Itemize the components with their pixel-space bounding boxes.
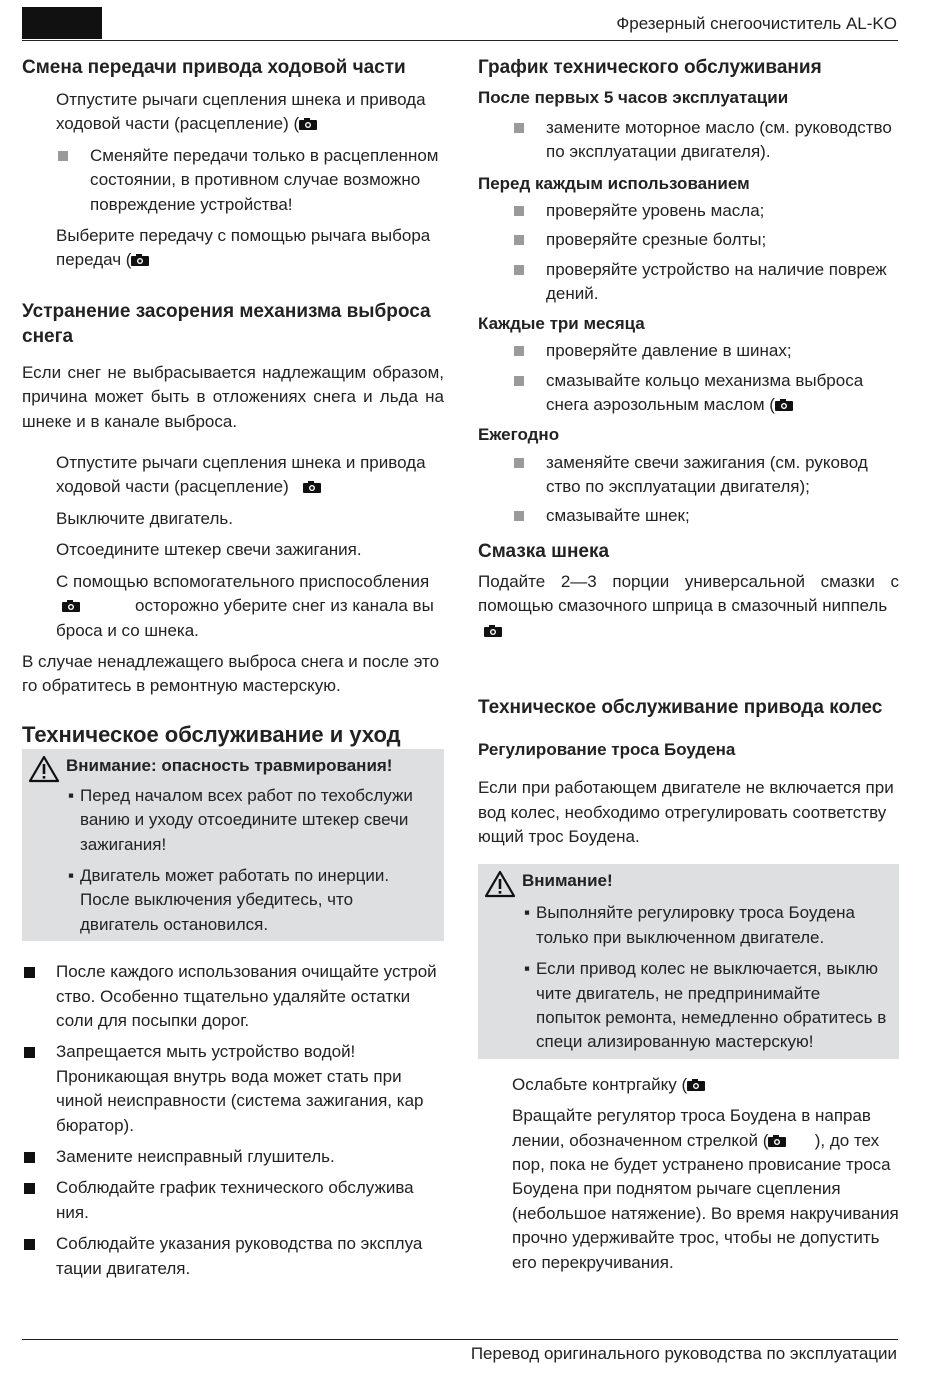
header-black-bar [22,7,102,39]
list-item [22,1145,444,1169]
section-title: Устранение засорения механизма выброса снега [22,300,431,347]
group-title: Перед каждым использованием [478,173,750,193]
text: Подайте 2—3 порции универсальной смазки с помощью смазочного шприца в смазочный ниппель [478,571,899,616]
group-title: Ежегодно [478,424,560,444]
step: Выключите двигатель. [56,508,233,528]
text: проверяйте срезные болты; [546,230,767,250]
text: Выполняйте регулировку троса Боудена только при выключенном двигателе. [536,903,856,947]
list-item [478,504,899,528]
list-item [22,144,444,217]
text: Вращайте регулятор троса Боудена в направ лении, обозначенном стрелкой ( [512,1106,871,1150]
text: Двигатель может работать по инерции. После выключения убедитесь, что двигатель остановился. [80,865,390,934]
list-item [22,960,444,1033]
step [478,1104,899,1275]
footer-text: Перевод оригинального руководства по эксплуатации [470,1344,897,1363]
step [22,570,444,643]
list-item [478,258,899,307]
camera-icon [687,1079,705,1091]
square-bullet-icon [514,346,524,356]
text: Отпустите рычаги сцепления шнека и привода ходовой части (расцепление) ( [56,90,426,134]
list-item-text: Сменяйте передачи только в расцепленном состоянии, в противном случае возможно повреждение устройства! [90,145,439,214]
text: Замените неисправный глушитель. [56,1147,335,1166]
camera-icon [768,1135,786,1147]
text: смазывайте кольцо механизма выброса снега аэрозольным маслом ( [546,370,864,415]
section-title: Смазка шнека [478,540,610,562]
text: Ослабьте контргайку ( [512,1074,688,1094]
square-bullet-icon [514,235,524,245]
camera-icon [299,118,317,130]
square-bullet-icon [514,376,524,386]
warning-item: ▪ Если привод колес не выключается, выклю чите двигатель, не предпринимайте попыток ремонта, немедленно обратитесь в специ ализированную мастерскую! [524,959,887,1052]
square-bullet-icon [514,511,524,521]
list-item [22,1232,444,1281]
square-bullet-icon [24,967,35,978]
section-title: Техническое обслуживание и уход [22,721,401,747]
list-item [478,199,899,223]
subsection-title: Регулирование троса Боудена [478,740,736,760]
list-item [478,116,899,165]
text: смазывайте шнек; [546,506,690,526]
text: Выберите передачу с помощью рычага выбора передач ( [56,226,431,270]
paragraph: Если при работающем двигателе не включается при вод колес, необходимо отрегулировать соответству ющий трос Боудена. [478,778,894,846]
camera-icon [484,625,502,637]
list-item [22,1176,444,1225]
step [478,1073,899,1097]
text: ), до тех пор, пока не будет устранено провисание троса Боудена при поднятом рычаге сцепления (небольшое натяжение). Во время накручивания прочно удерживайте трос, чтобы не допустить его перекручивания. [512,1130,899,1272]
warning-item: ▪ Двигатель может работать по инерции. После выключения убедитесь, что двигатель остановился. [68,865,390,934]
list-item [478,451,899,500]
warning-title: Внимание: опасность травмирования! [66,755,393,775]
square-bullet-icon [24,1152,35,1163]
warning-item: ▪ Перед началом всех работ по техобслужи ванию и уходу отсоедините штекер свечи зажигания! [68,785,413,854]
group-title: Каждые три месяца [478,314,645,334]
camera-icon [303,481,321,493]
list-item [478,339,899,363]
text: Отпустите рычаги сцепления шнека и привода ходовой части (расцепление) [56,453,426,497]
list-item [22,1040,444,1138]
section-title: Смена передачи привода ходовой части [22,57,406,78]
list-item [478,369,899,418]
header-rule [22,40,898,41]
warning-title: Внимание! [522,871,613,891]
camera-icon [62,600,80,612]
text: Если привод колес не выключается, выклю чите двигатель, не предпринимайте попыток ремонта, немедленно обратитесь в специ ализированную мастерскую! [536,959,887,1052]
text: проверяйте устройство на наличие повреж дений. [546,259,887,304]
text: Соблюдайте график технического обслужива ния. [56,1178,414,1222]
left-column [22,55,444,1281]
square-bullet-icon [24,1183,35,1194]
square-bullet-icon [514,458,524,468]
group-title: После первых 5 часов эксплуатации [478,88,789,107]
square-bullet-icon [58,151,68,161]
warning-box [478,864,899,1058]
text: После каждого использования очищайте устрой ство. Особенно тщательно удаляйте остатки соли для посыпки дорог. [56,962,437,1030]
square-bullet-icon [514,265,524,275]
paragraph: Если снег не выбрасывается надлежащим образом, причина может быть в отложениях снега и льда на шнеке и в канале выброса. [22,362,444,431]
warning-item: ▪ Выполняйте регулировку троса Боудена только при выключенном двигателе. [524,903,856,947]
text: С помощью вспомогательного приспособления [56,571,430,591]
text: заменяйте свечи зажигания (см. руковод ство по эксплуатации двигателя); [546,452,868,497]
list-item [478,228,899,252]
paragraph [478,570,899,643]
text: Соблюдайте указания руководства по эксплуа тации двигателя. [56,1234,423,1278]
camera-icon [775,399,793,411]
text: Запрещается мыть устройство водой! Проникающая внутрь вода может стать при чиной неисправности (система зажигания, кар бюратор). [56,1042,424,1135]
step: Отсоедините штекер свечи зажигания. [56,540,362,560]
right-column [478,55,899,1275]
text: Перед началом всех работ по техобслужи ванию и уходу отсоедините штекер свечи зажигания! [80,785,413,854]
square-bullet-icon [514,206,524,216]
section-title: Техническое обслуживание привода колес [478,697,883,719]
square-bullet-icon [514,123,524,133]
header-title: Фрезерный снегоочиститель AL-KO [616,14,897,33]
paragraph [22,88,444,137]
section-title: График технического обслуживания [478,57,822,78]
text: проверяйте уровень масла; [546,200,765,220]
paragraph: В случае ненадлежащего выброса снега и после это го обратитесь в ремонтную мастерскую. [22,651,440,696]
paragraph [22,224,444,273]
warning-box [22,749,444,941]
text: замените моторное масло (см. руководство по эксплуатации двигателя). [546,118,892,162]
step [22,451,444,500]
square-bullet-icon [24,1047,35,1058]
square-bullet-icon [24,1239,35,1250]
footer-rule [22,1339,898,1340]
text: осторожно уберите снег из канала вы броса и со шнека. [56,596,434,640]
camera-icon [131,254,149,266]
text: проверяйте давление в шинах; [546,341,792,361]
